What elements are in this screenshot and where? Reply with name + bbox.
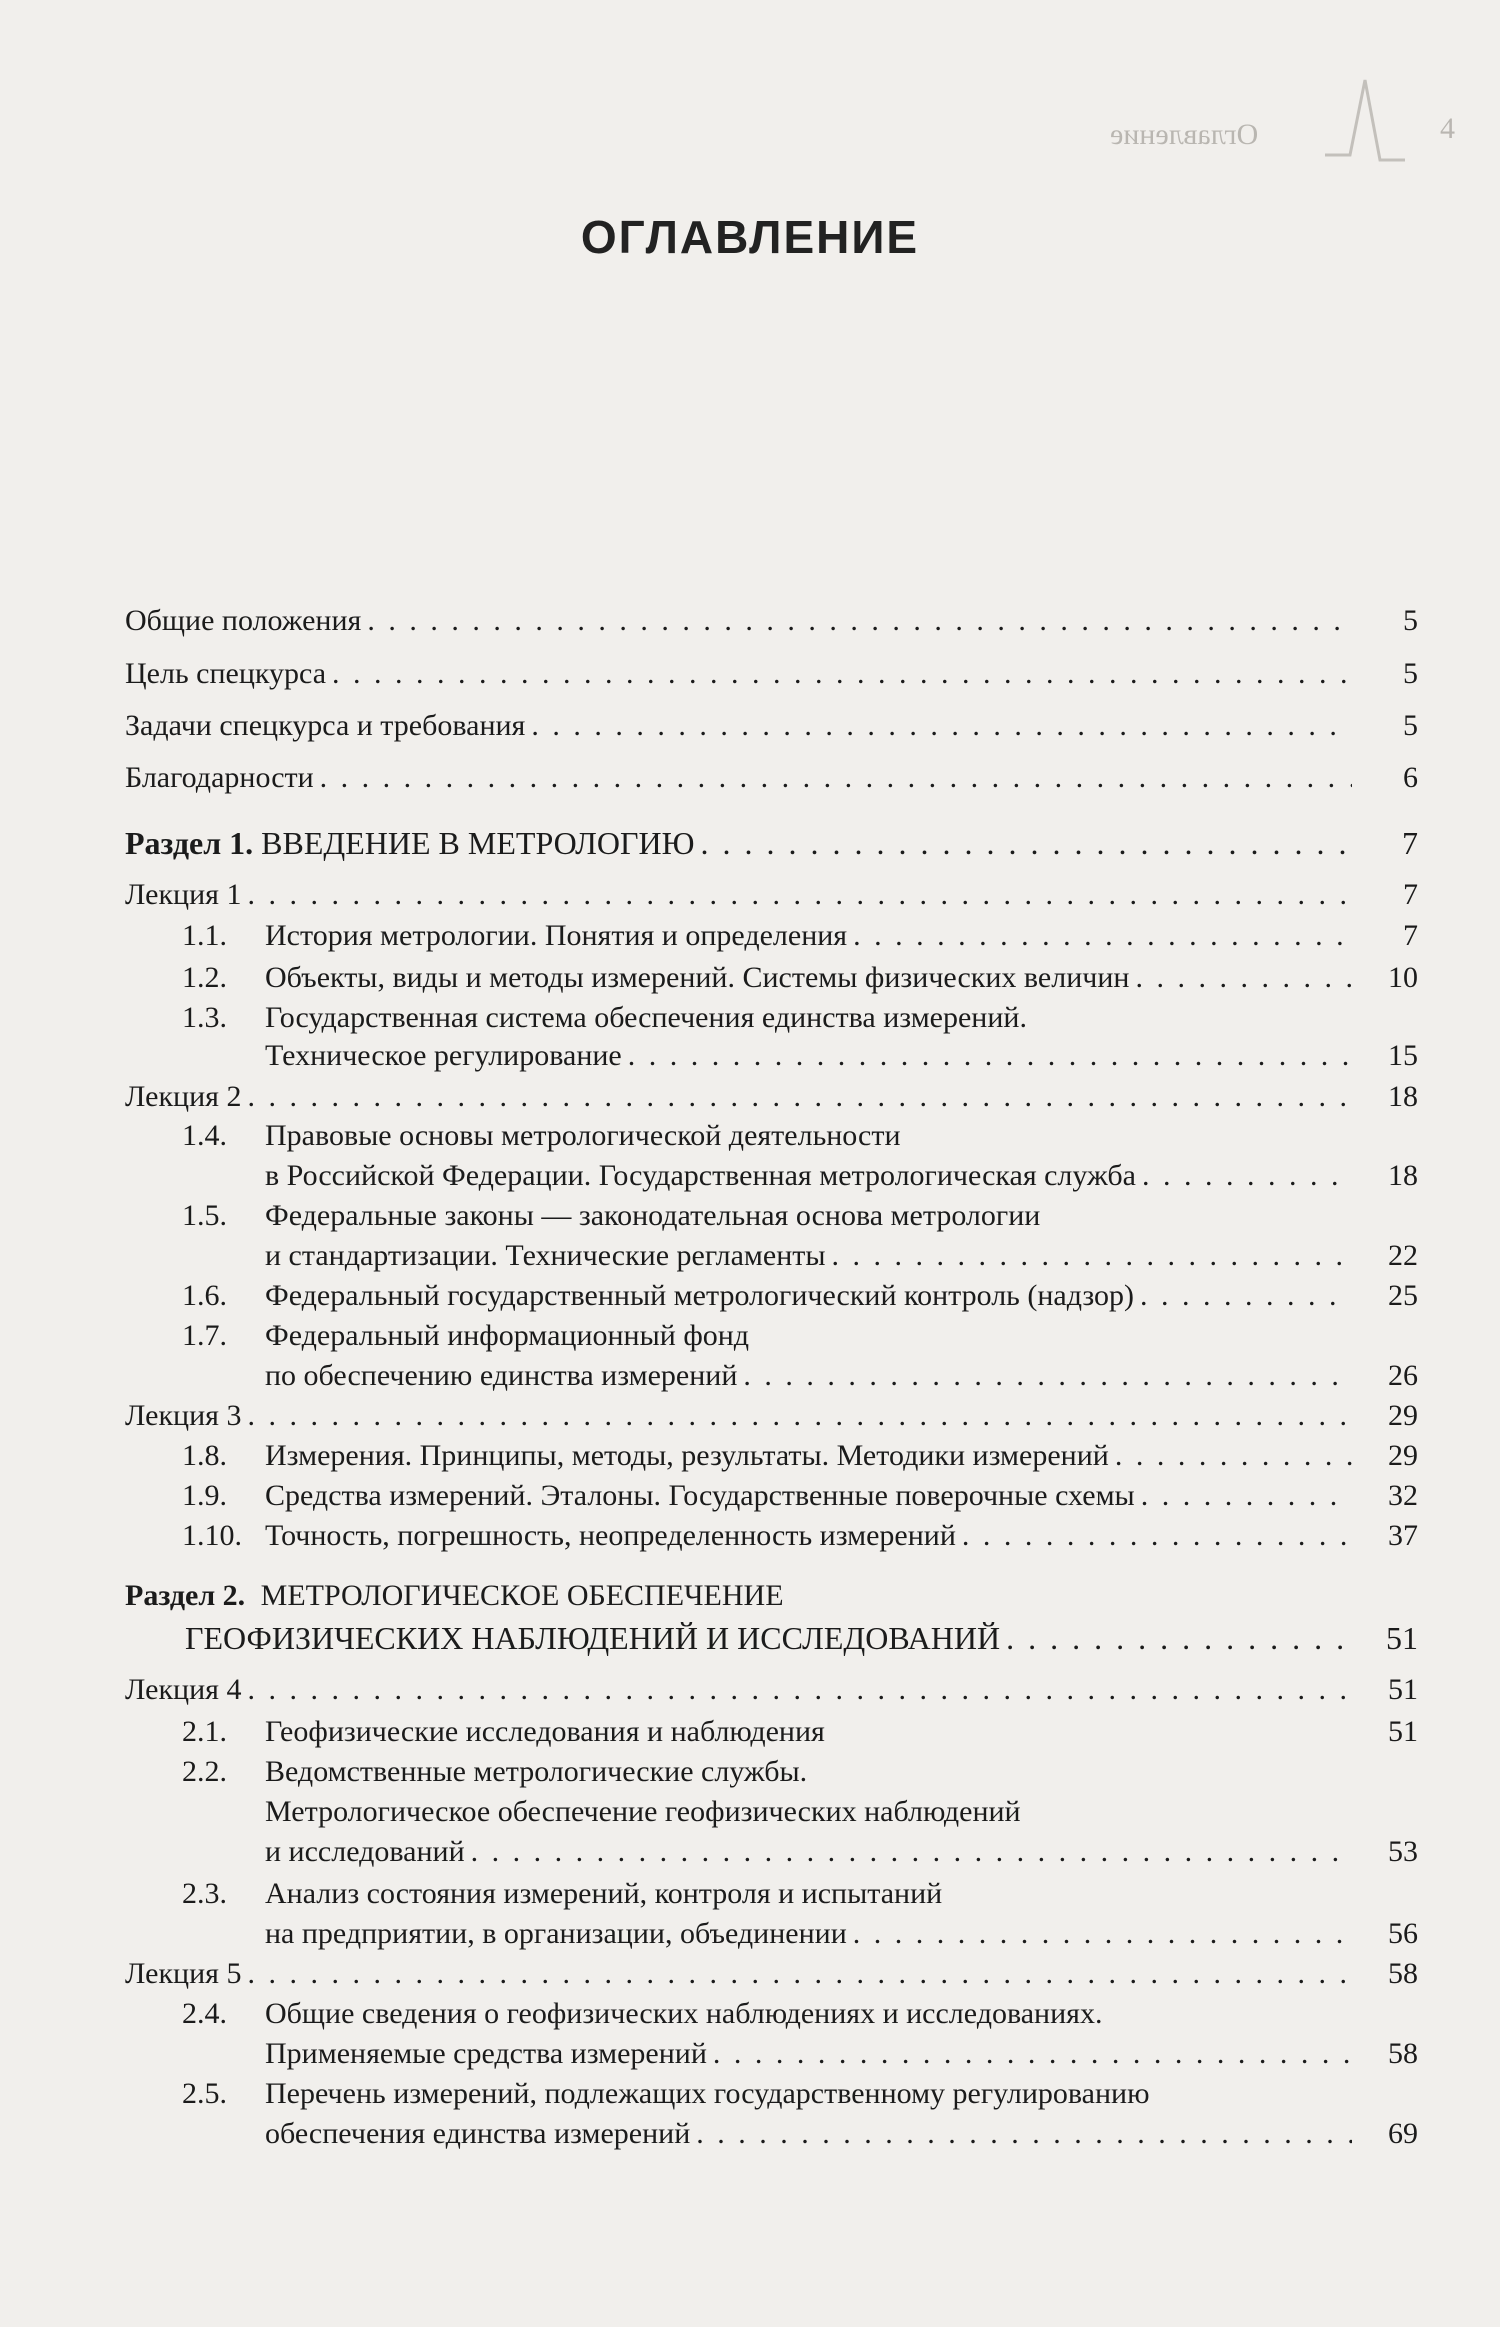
toc-section-2[interactable] [185,1620,1418,1656]
dot-leader [1006,1620,1352,1656]
toc-item-text-cont: на предприятии, в организации, объединении [265,1917,847,1950]
toc-item-1-1[interactable] [265,918,1418,954]
dot-leader [320,760,1352,796]
dot-leader [1142,1158,1352,1194]
toc-page-number: 5 [1403,604,1418,637]
toc-page-number: 51 [1388,1715,1418,1748]
dot-leader [696,2116,1352,2152]
toc-item-number: 2.1. [182,1715,227,1748]
dot-leader [713,2036,1352,2072]
toc-item-text: Государственная система обеспечения единства измерений. [265,1001,1027,1034]
toc-item-number: 2.2. [182,1755,227,1788]
toc-item-number: 1.5. [182,1199,227,1232]
toc-item-text: Федеральные законы — законодательная основа метрологии [265,1199,1041,1232]
toc-item-number: 2.3. [182,1877,227,1910]
toc-item-number: 1.4. [182,1119,227,1152]
toc-item-number: 1.10. [182,1519,242,1552]
toc-entry-goal[interactable] [125,656,1418,692]
toc-item-2-1[interactable] [265,1714,1418,1750]
section-title: МЕТРОЛОГИЧЕСКОЕ ОБЕСПЕЧЕНИЕ [260,1579,784,1612]
toc-page-number: 29 [1388,1399,1418,1432]
toc-item-text: Точность, погрешность, неопределенность измерений [265,1519,956,1552]
toc-entry-acknowledgements[interactable] [125,760,1418,796]
toc-item-number: 1.8. [182,1439,227,1472]
toc-entry-label: Цель спецкурса [125,657,327,690]
toc-item-text: Правовые основы метрологической деятельности [265,1119,901,1152]
toc-item-text: Объекты, виды и методы измерений. Системы физических величин [265,961,1130,994]
toc-item-text: Перечень измерений, подлежащих государственному регулированию [265,2077,1150,2110]
toc-item-text-cont: и стандартизации. Технические регламенты [265,1239,826,1272]
toc-page-number: 6 [1403,761,1418,794]
dot-leader [471,1834,1352,1870]
toc-page-number: 22 [1388,1239,1418,1272]
toc-item-number: 1.6. [182,1279,227,1312]
dot-leader [743,1358,1352,1394]
toc-item-1-10[interactable] [265,1518,1418,1554]
dot-leader [247,877,1352,913]
toc-page-number: 37 [1388,1519,1418,1552]
section-title: ВВЕДЕНИЕ В МЕТРОЛОГИЮ [261,825,695,861]
toc-item-1-9[interactable] [265,1478,1418,1514]
toc-item-1-2[interactable] [265,960,1418,996]
toc-page-number: 18 [1388,1159,1418,1192]
toc-item-text: Ведомственные метрологические службы. [265,1755,808,1788]
toc-page-number: 7 [1403,919,1418,952]
toc-item-text: Федеральный информационный фонд [265,1319,750,1352]
dot-leader [247,1956,1352,1992]
page-title: ОГЛАВЛЕНИЕ [580,211,920,263]
toc-page-number: 5 [1403,657,1418,690]
toc-item-number: 1.3. [182,1001,227,1034]
toc-lecture-2[interactable] [125,1079,1418,1115]
toc-item-text-cont: по обеспечению единства измерений [265,1359,738,1392]
toc-item-1-7[interactable] [265,1358,1418,1394]
dot-leader [700,825,1352,861]
toc-page-number: 51 [1388,1673,1418,1706]
toc-lecture-1[interactable] [125,877,1418,913]
toc-item-text: Средства измерений. Эталоны. Государственные поверочные схемы [265,1479,1135,1512]
toc-page-number: 32 [1388,1479,1418,1512]
toc-entry-label: Задачи спецкурса и требования [125,709,526,742]
ghost-logo-icon [1320,60,1410,170]
toc-page-number: 29 [1388,1439,1418,1472]
dot-leader [332,656,1352,692]
toc-item-number: 1.2. [182,961,227,994]
section-title-cont: ГЕОФИЗИЧЕСКИХ НАБЛЮДЕНИЙ И ИССЛЕДОВАНИЙ [185,1620,1001,1656]
toc-item-2-2[interactable] [265,1834,1418,1870]
toc-item-text-cont: Метрологическое обеспечение геофизических наблюдений [265,1795,1021,1828]
ghost-page-number: 4 [1440,112,1455,145]
toc-page-number: 26 [1388,1359,1418,1392]
dot-leader [962,1518,1352,1554]
toc-item-number: 2.5. [182,2077,227,2110]
dot-leader [1115,1438,1352,1474]
toc-item-number: 1.7. [182,1319,227,1352]
dot-leader [1141,1478,1352,1514]
section-label: Раздел 2. [125,1579,246,1612]
toc-page-number: 53 [1388,1835,1418,1868]
toc-item-number: 1.1. [182,919,227,952]
toc-item-1-6[interactable] [265,1278,1418,1314]
toc-page-number: 56 [1388,1917,1418,1950]
dot-leader [853,918,1352,954]
dot-leader [1140,1278,1352,1314]
toc-page-number: 58 [1388,2037,1418,2070]
toc-item-2-5[interactable] [265,2116,1418,2152]
toc-item-text: Общие сведения о геофизических наблюдениях и исследованиях. [265,1997,1103,2030]
toc-item-2-3[interactable] [265,1916,1418,1952]
toc-page-number: 18 [1388,1080,1418,1113]
toc-item-text-cont: и исследований [265,1835,465,1868]
lecture-label: Лекция 5 [125,1957,242,1990]
toc-item-text-cont: Применяемые средства измерений [265,2037,707,2070]
toc-lecture-4[interactable] [125,1672,1418,1708]
toc-page-number: 10 [1388,961,1418,994]
dot-leader [531,708,1352,744]
toc-page-number: 25 [1388,1279,1418,1312]
toc-lecture-3[interactable] [125,1398,1418,1434]
ghost-running-head: Оглавление [1110,118,1259,151]
toc-lecture-5[interactable] [125,1956,1418,1992]
toc-item-text-cont: обеспечения единства измерений [265,2117,691,2150]
toc-entry-label: Благодарности [125,761,314,794]
toc-item-1-8[interactable] [265,1438,1418,1474]
toc-item-text: Анализ состояния измерений, контроля и испытаний [265,1877,943,1910]
dot-leader [1135,960,1352,996]
toc-item-text: Геофизические исследования и наблюдения [265,1715,825,1748]
section-label: Раздел 1. [125,825,254,861]
dot-leader [832,1238,1352,1274]
toc-entry-tasks[interactable] [125,708,1418,744]
toc-item-text: Федеральный государственный метрологический контроль (надзор) [265,1279,1135,1312]
toc-entry-label: Общие положения [125,604,362,637]
lecture-label: Лекция 3 [125,1399,242,1432]
toc-page-number: 15 [1388,1039,1418,1072]
toc-item-text-cont: Техническое регулирование [265,1039,622,1072]
lecture-label: Лекция 2 [125,1080,242,1113]
toc-entry-general[interactable] [125,603,1418,639]
toc-item-text: Измерения. Принципы, методы, результаты. Методики измерений [265,1439,1109,1472]
toc-page-number: 5 [1403,709,1418,742]
toc-section-2-head [125,1578,784,1614]
toc-page-number: 58 [1388,1957,1418,1990]
toc-item-1-3[interactable] [265,1038,1418,1074]
dot-leader [247,1672,1352,1708]
toc-item-1-5[interactable] [265,1238,1418,1274]
dot-leader [247,1079,1352,1115]
lecture-label: Лекция 1 [125,878,242,911]
toc-item-1-4[interactable] [265,1158,1418,1194]
lecture-label: Лекция 4 [125,1673,242,1706]
toc-item-2-4[interactable] [265,2036,1418,2072]
toc-item-text: История метрологии. Понятия и определения [265,919,848,952]
toc-item-number: 2.4. [182,1997,227,2030]
dot-leader [247,1398,1352,1434]
toc-section-1[interactable] [125,825,1418,861]
toc-page-number: 7 [1402,825,1418,861]
toc-page-number: 7 [1403,878,1418,911]
dot-leader [628,1038,1352,1074]
toc-page-number: 69 [1388,2117,1418,2150]
dot-leader [853,1916,1352,1952]
toc-item-text-cont: в Российской Федерации. Государственная метрологическая служба [265,1159,1136,1192]
toc-item-number: 1.9. [182,1479,227,1512]
dot-leader [367,603,1352,639]
toc-page-number: 51 [1386,1620,1418,1656]
